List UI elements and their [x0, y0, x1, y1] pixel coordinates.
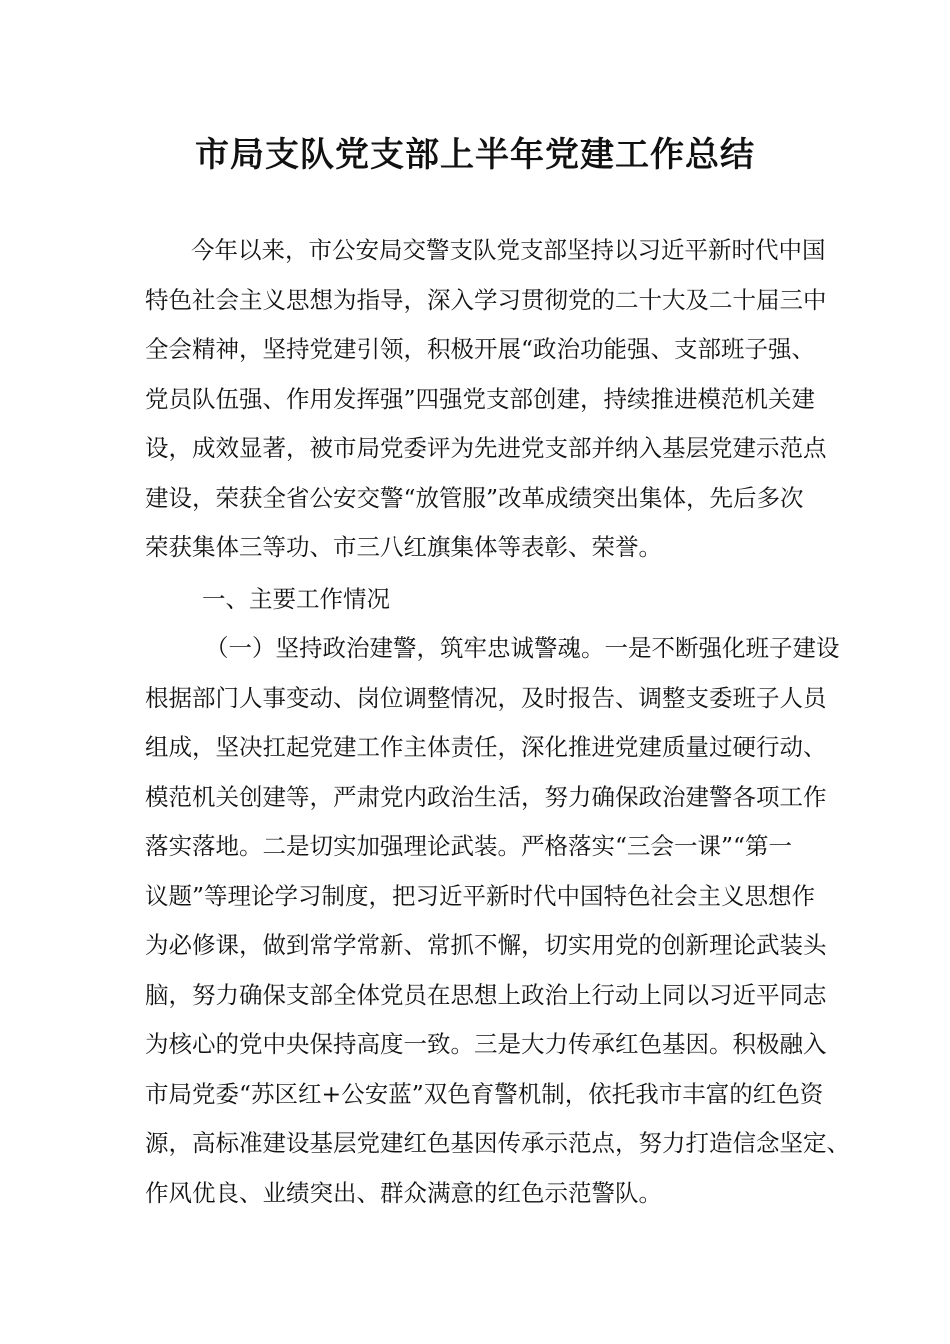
paragraph-line: 根据部门人事变动、岗位调整情况，及时报告、调整支委班子人员 [145, 683, 827, 712]
section-heading-block [145, 575, 825, 625]
paragraph-line: 建设，荣获全省公安交警“放管服”改革成绩突出集体，先后多次 [145, 483, 804, 512]
paragraph-line: 作风优良、业绩突出、群众满意的红色示范警队。 [145, 1178, 662, 1207]
paragraph-line: 设，成效显著，被市局党委评为先进党支部并纳入基层党建示范点 [145, 434, 827, 462]
paragraph-line: 全会精神，坚持党建引领，积极开展“政治功能强、支部班子强、 [145, 335, 816, 363]
section-heading: 一、主要工作情况 [202, 585, 390, 613]
section-paragraph [145, 624, 850, 1218]
paragraph-line: 特色社会主义思想为指导，深入学习贯彻党的二十大及二十届三中 [145, 285, 827, 314]
paragraph-line: 今年以来，市公安局交警支队党支部坚持以习近平新时代中国 [191, 236, 826, 264]
paragraph-line: 党员队伍强、作用发挥强”四强党支部创建，持续推进模范机关建 [145, 384, 816, 413]
paragraph-line: 议题”等理论学习制度，把习近平新时代中国特色社会主义思想作 [145, 881, 816, 910]
paragraph-line: 模范机关创建等，严肃党内政治生活，努力确保政治建警各项工作 [145, 782, 827, 811]
intro-paragraph [145, 226, 825, 573]
paragraph-line: 落实落地。二是切实加强理论武装。严格落实“三会一课”“第一 [145, 832, 793, 860]
paragraph-line: 组成，坚决扛起党建工作主体责任，深化推进党建质量过硬行动、 [145, 733, 827, 761]
paragraph-line: 源，高标准建设基层党建红色基因传承示范点，努力打造信念坚定、 [145, 1129, 850, 1157]
paragraph-line: 脑，努力确保支部全体党员在思想上政治上行动上同以习近平同志 [145, 980, 827, 1009]
paragraph-line: 荣获集体三等功、市三八红旗集体等表彰、荣誉。 [145, 533, 662, 561]
paragraph-line: 市局党委“苏区红+公安蓝”双色育警机制，依托我市丰富的红色资 [145, 1079, 824, 1108]
paragraph-line: 为核心的党中央保持高度一致。三是大力传承红色基因。积极融入 [145, 1030, 827, 1058]
paragraph-line: 为必修课，做到常学常新、常抓不懈，切实用党的创新理论武装头 [145, 931, 827, 959]
paragraph-line: （一）坚持政治建警，筑牢忠诚警魂。一是不断强化班子建设 [205, 634, 840, 662]
document-title: 市局支队党支部上半年党建工作总结 [195, 135, 755, 175]
